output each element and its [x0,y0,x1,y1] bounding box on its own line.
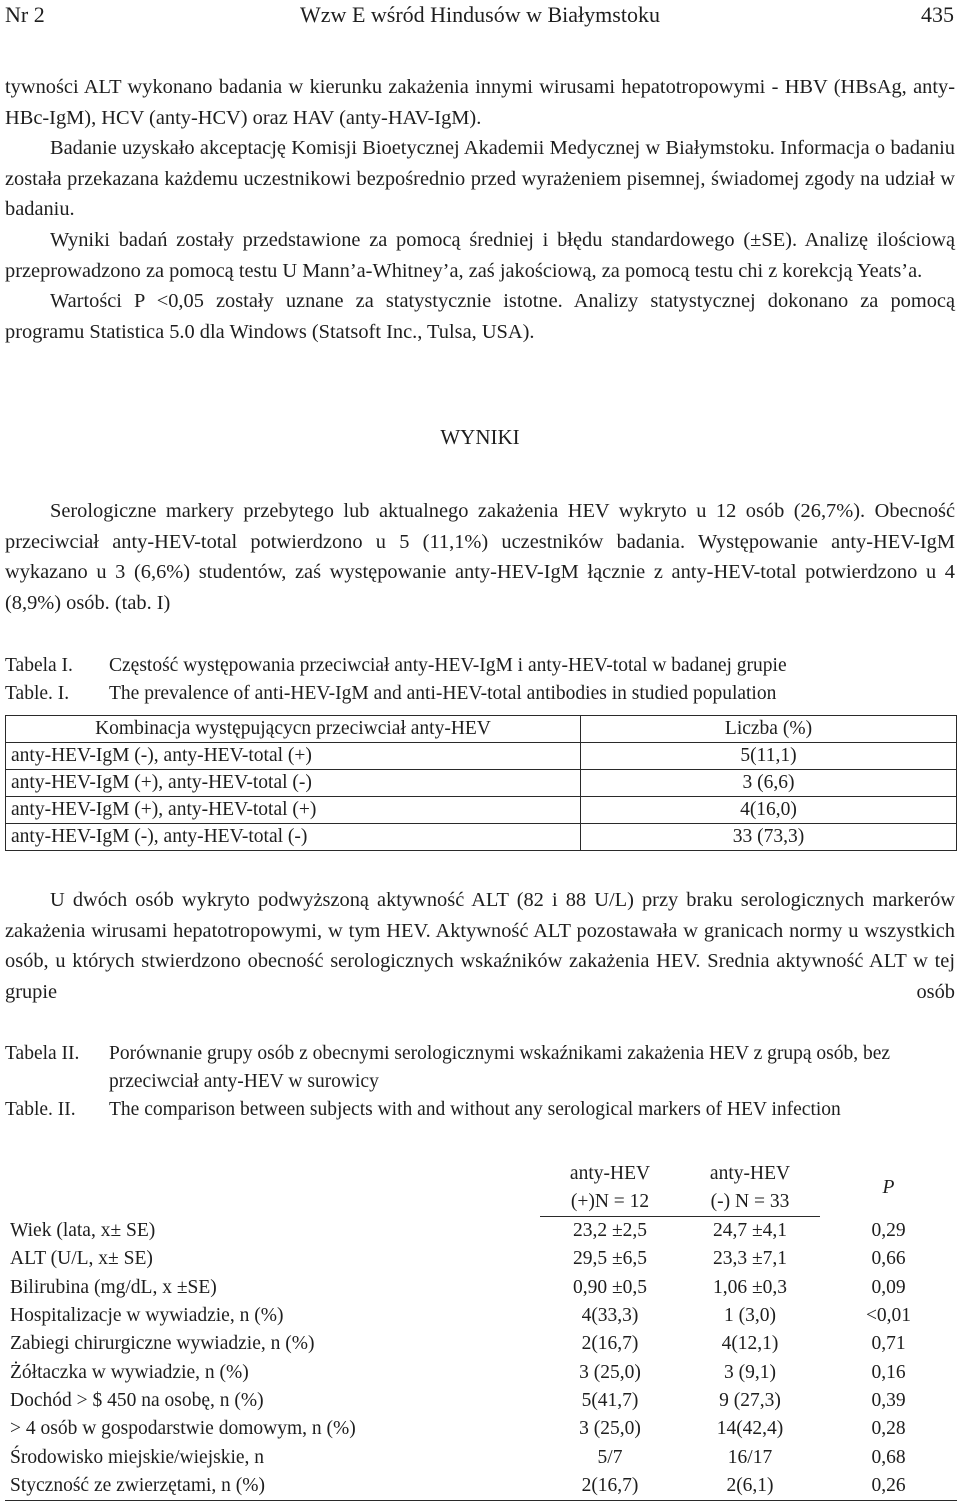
table-cell: 5/7 [597,1446,623,1468]
table-cell: 0,29 [871,1219,906,1241]
table-cell: ALT (U/L, x± SE) [10,1248,153,1270]
table-row [5,1217,957,1246]
table-cell: Dochód > $ 450 na osobę, n (%) [10,1389,264,1411]
table-cell: Zabiegi chirurgiczne wywiadzie, n (%) [10,1333,315,1355]
column-header: (+)N = 12 [540,1188,680,1217]
table-cell: 3 (9,1) [724,1361,776,1383]
p-value-header: P [882,1177,895,1199]
results-paragraph-1 [5,496,955,618]
column-header: (-) N = 33 [680,1188,820,1217]
table1-label-pl: Tabela I. [5,655,73,676]
column-header: Kombinacja występującycn przeciwciał anty-HEV [6,716,581,743]
results-text: U dwóch osób wykryto podwyższoną aktywność ALT (82 i 88 U/L) przy braku serologicznych markerów zakażenia wirusami hepatotropowymi, w tym HEV. Aktywność ALT pozostawała w granicach normy u wszystkich osób, u których stwierdzono obecność serologicznych wskaźników zakażenia HEV. Srednia aktywność ALT w tej grupie osób [5,889,955,1003]
table-row [5,1302,957,1330]
table-row [5,1358,957,1386]
table-cell: 2(16,7) [540,1472,680,1501]
table-cell: 2(16,7) [581,1333,639,1355]
table-header-row [6,716,957,743]
table2-label-pl: Tabela II. [5,1043,80,1064]
table-cell: Styczność ze zwierzętami, n (%) [5,1472,540,1501]
methods-paragraph: Badanie uzyskało akceptację Komisji Bioetycznej Akademii Medycznej w Białymstoku. Informacja o badaniu została przekazana każdemu uczestnikowi bezpośrednio przed wyrażeniem pisemnej, świadomej zgody na udział w badaniu. [5,137,955,221]
table-row [6,770,957,797]
column-header: anty-HEV [709,1163,791,1184]
table2-label-en: Table. II. [5,1099,76,1120]
table-cell: 1 (3,0) [724,1305,776,1327]
antibody-prevalence-table [5,715,957,851]
table-cell: 5(41,7) [581,1389,639,1411]
table1-caption-en: The prevalence of anti-HEV-IgM and anti-HEV-total antibodies in studied population [109,683,777,704]
table-cell: anty-HEV-IgM (-), anty-HEV-total (-) [6,824,581,851]
table2-caption-pl: Porównanie grupy osób z obecnymi serologicznymi wskaźnikami zakażenia HEV z grupą osób, bez przeciwciał anty-HEV w surowicy [109,1043,891,1092]
table-cell: 29,5 ±6,5 [572,1248,648,1270]
table-cell: 5(11,1) [581,743,957,770]
table-cell: 4(16,0) [581,797,957,824]
table-cell: Środowisko miejskie/wiejskie, n [10,1446,265,1468]
table-cell: 0,90 ±0,5 [572,1276,648,1298]
table-cell: anty-HEV-IgM (-), anty-HEV-total (+) [6,743,581,770]
table-row [5,1415,957,1443]
table-row [6,824,957,851]
table-row [5,1387,957,1415]
table2-caption-en: The comparison between subjects with and without any serological markers of HEV infection [109,1099,841,1120]
table-row [5,1443,957,1471]
table-cell: 9 (27,3) [719,1389,781,1411]
table-cell: 3 (6,6) [581,770,957,797]
table-cell: 3 (25,0) [579,1418,641,1440]
table-cell: 16/17 [727,1446,773,1468]
table-cell: 0,28 [871,1418,906,1440]
table-row [5,1330,957,1358]
methods-paragraph: Wartości P <0,05 zostały uznane za statystycznie istotne. Analizy statystycznej dokonano za pomocą programu Statistica 5.0 dla Windows (Statsoft Inc., Tulsa, USA). [5,290,955,343]
methods-paragraph: Wyniki badań zostały przedstawione za pomocą średniej i błędu standardowego (±SE). Analizę ilościową przeprowadzono za pomocą testu U Mann’a-Whitney’a, zaś jakościową, za pomocą testu chi z korekcją Yeats’a. [5,228,955,282]
table-cell: Bilirubina (mg/dL, x ±SE) [10,1276,217,1298]
table1-caption-pl: Częstość występowania przeciwciał anty-HEV-IgM i anty-HEV-total w badanej grupie [109,655,787,676]
table-cell: 4(33,3) [581,1305,639,1327]
column-header: anty-HEV [569,1163,651,1184]
results-paragraph-2 [5,885,955,1007]
table-cell: 3 (25,0) [579,1361,641,1383]
table-row [5,1274,957,1302]
table2-caption [5,1040,955,1124]
table-row [6,797,957,824]
table-cell: 0,16 [871,1361,906,1383]
table-cell: 0,09 [871,1276,906,1298]
table-cell: > 4 osób w gospodarstwie domowym, n (%) [10,1418,356,1440]
table1-caption [5,652,955,708]
table-row [6,743,957,770]
empty-header [5,1160,540,1217]
section-heading: WYNIKI [440,425,520,449]
methods-paragraph: tywności ALT wykonano badania w kierunku zakażenia innymi wirusami hepatotropowymi - HBV (HBsAg, anty-HBc-IgM), HCV (anty-HCV) oraz HAV (anty-HAV-IgM). [5,76,955,129]
running-header [0,0,960,30]
issue-number: Nr 2 [5,2,45,27]
table-cell: 0,68 [871,1446,906,1468]
table-row [5,1472,957,1501]
table-cell: anty-HEV-IgM (+), anty-HEV-total (+) [6,797,581,824]
results-text: Serologiczne markery przebytego lub aktualnego zakażenia HEV wykryto u 12 osób (26,7%). Obecność przeciwciał anty-HEV-total potwierdzono u 5 (11,1%) uczestników badania. Występowanie anty-HEV-IgM wykazano u 3 (6,6%) studentów, zaś występowanie anty-HEV-IgM łącznie z anty-HEV-total potwierdzono u 4 (8,9%) osób. (tab. I) [5,500,955,614]
table-cell: Hospitalizacje w wywiadzie, n (%) [10,1305,284,1327]
table-cell: 23,2 ±2,5 [572,1220,648,1242]
table-cell: 4(12,1) [721,1333,779,1355]
table1-label-en: Table. I. [5,683,70,704]
page-number: 435 [921,2,954,27]
table-header-row [5,1160,957,1188]
column-header: Liczba (%) [581,716,957,743]
table-cell: 14(42,4) [716,1418,784,1440]
table-cell: Wiek (lata, x± SE) [10,1219,156,1241]
table-cell: 1,06 ±0,3 [712,1276,788,1298]
table-cell: anty-HEV-IgM (+), anty-HEV-total (-) [6,770,581,797]
table-cell: 23,3 ±7,1 [712,1248,788,1270]
table-row [5,1245,957,1273]
group-comparison-table [5,1160,957,1501]
table-cell: 2(6,1) [680,1472,820,1501]
table-cell: Żółtaczka w wywiadzie, n (%) [10,1361,249,1383]
table-cell: <0,01 [865,1305,912,1327]
table-cell: 0,71 [871,1333,906,1355]
running-title: Wzw E wśród Hindusów w Białymstoku [300,2,660,27]
table-cell: 0,39 [871,1389,906,1411]
table-cell: 0,66 [871,1248,906,1270]
table-cell: 33 (73,3) [581,824,957,851]
methods-section [5,72,955,347]
table-cell: 24,7 ±4,1 [712,1220,788,1242]
table-cell: 0,26 [820,1472,957,1501]
